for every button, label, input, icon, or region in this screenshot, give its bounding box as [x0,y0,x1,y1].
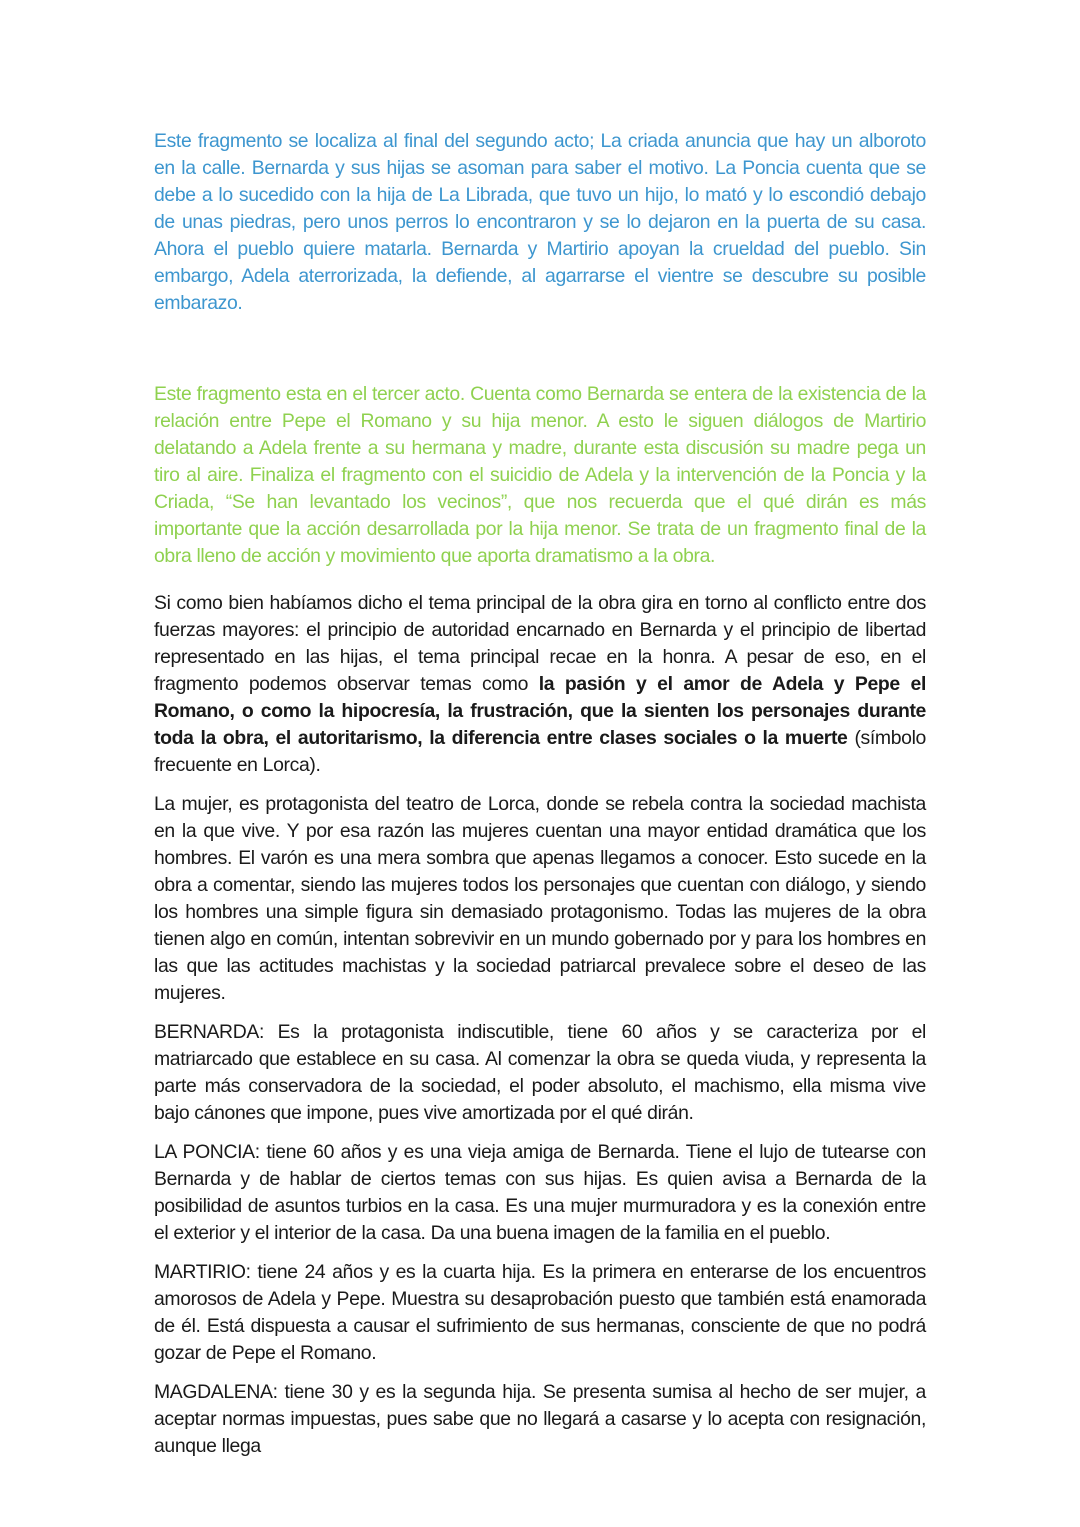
fragment-2nd-act-paragraph: Este fragmento se localiza al final del segundo acto; La criada anuncia que hay un alboroto en la calle. Bernarda y sus hijas se asoman para saber el motivo. La Poncia cuenta que se debe a lo sucedido con la hija de La Librada, que tuvo un hijo, lo mató y lo escondió debajo de unas piedras, pero unos perros lo encontraron y se lo dejaron en la puerta de su casa. Ahora el pueblo quiere matarla. Bernarda y Martirio apoyan la crueldad del pueblo. Sin embargo, Adela aterrorizada, la defiende, al agarrarse el vientre se descubre su posible embarazo. [154,130,926,314]
themes-intro-text: Si como bien habíamos dicho el tema principal de la obra gira en torno al conflicto entre dos fuerzas mayores: el principio de autoridad encarnado en Bernarda y el principio de libertad representado en las hijas, el tema principal recae en la honra. A pesar de eso, en el fragmento podemos observar temas como [154,592,926,695]
fragment-3rd-act-paragraph: Este fragmento esta en el tercer acto. Cuenta como Bernarda se entera de la existencia de la relación entre Pepe el Romano y su hija menor. A esto le siguen diálogos de Martirio delatando a Adela frente a su hermana y madre, durante esta discusión su madre pega un tiro al aire. Finaliza el fragmento con el suicidio de Adela y la intervención de la Poncia y la Criada, “Se han levantado los vecinos”, que nos recuerda que el qué dirán es más importante que la acción desarrollada por la hija menor. Se trata de un fragmento final de la obra lleno de acción y movimiento que aporta dramatismo a la obra. [154,383,926,567]
character-martirio-paragraph: MARTIRIO: tiene 24 años y es la cuarta hija. Es la primera en enterarse de los encuentros amorosos de Adela y Pepe. Muestra su desaprobación puesto que también está enamorada de él. Está dispuesta a causar el sufrimiento de sus hermanas, consciente de que no podrá gozar de Pepe el Romano. [154,1261,926,1364]
document-page [154,128,926,1460]
themes-paragraph [154,590,926,779]
themes-bold-text: la pasión y el amor de Adela y Pepe el Romano, o como la hipocresía, la frustración, que la sienten los personajes durante toda la obra, el autoritarismo, la diferencia entre clases sociales o la muerte [154,673,927,749]
character-magdalena-paragraph: MAGDALENA: tiene 30 y es la segunda hija. Se presenta sumisa al hecho de ser mujer, a aceptar normas impuestas, pues sabe que no llegará a casarse y lo acepta con resignación, aunque llega [154,1381,926,1457]
women-role-paragraph: La mujer, es protagonista del teatro de Lorca, donde se rebela contra la sociedad machista en la que vive. Y por esa razón las mujeres cuentan una mayor entidad dramática que los hombres. El varón es una mera sombra que apenas llegamos a conocer. Esto sucede en la obra a comentar, siendo las mujeres todos los personajes que cuentan con diálogo, y siendo los hombres una simple figura sin demasiado protagonismo. Todas las mujeres de la obra tienen algo en común, intentan sobrevivir en un mundo gobernado por y para los hombres en las que las actitudes machistas y la sociedad patriarcal prevalece sobre el deseo de las mujeres. [154,793,926,1004]
character-la-poncia-paragraph: LA PONCIA: tiene 60 años y es una vieja amiga de Bernarda. Tiene el lujo de tutearse con Bernarda y de hablar de ciertos temas con sus hijas. Es quien avisa a Bernarda de la posibilidad de asuntos turbios en la casa. Es una mujer murmuradora y es la conexión entre el exterior y el interior de la casa. Da una buena imagen de la familia en el pueblo. [154,1141,926,1244]
character-bernarda-paragraph: BERNARDA: Es la protagonista indiscutible, tiene 60 años y se caracteriza por el matriarcado que establece en su casa. Al comenzar la obra se queda viuda, y representa la parte más conservadora de la sociedad, el poder absoluto, el machismo, ella misma vive bajo cánones que impone, pues vive amortizada por el qué dirán. [154,1021,926,1124]
themes-closing-text: (símbolo frecuente en Lorca). [154,727,926,776]
